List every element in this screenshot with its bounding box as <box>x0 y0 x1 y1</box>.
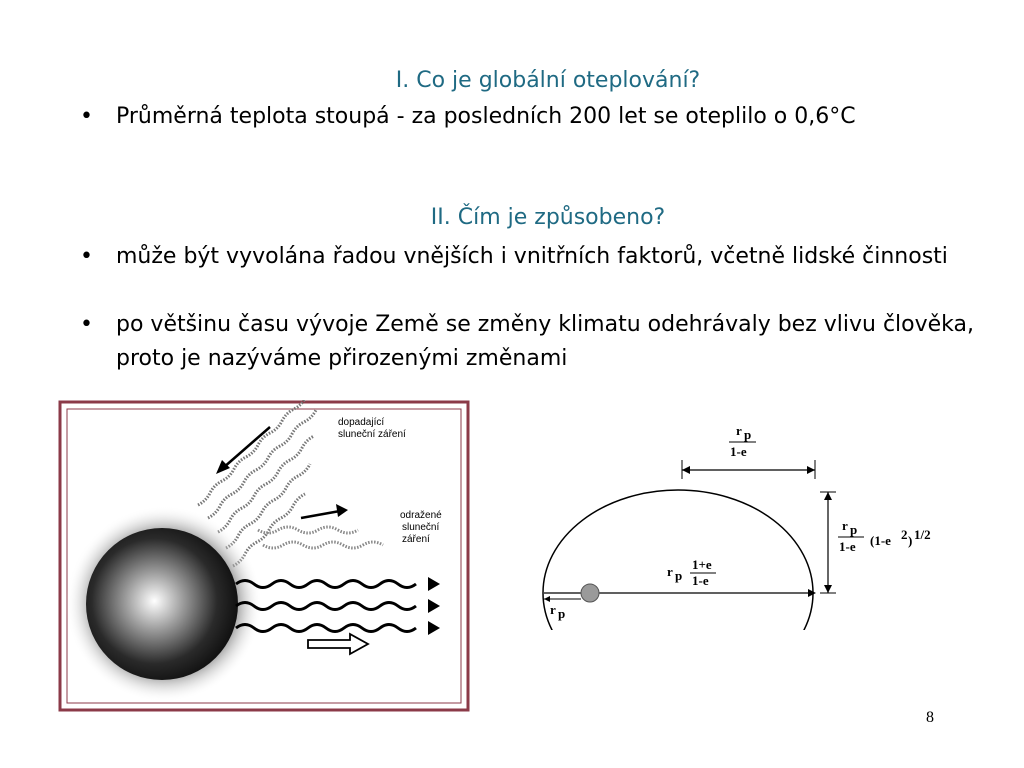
side-rp: r <box>842 518 848 533</box>
orbit-figure <box>530 415 950 630</box>
center-rp: r <box>667 564 673 579</box>
top-dimension-arrow-right <box>807 466 815 474</box>
page-number: 8 <box>926 709 934 726</box>
focus-rp: r <box>550 602 556 617</box>
bullet-symbol: • <box>80 104 93 129</box>
bullet-text: Průměrná teplota stoupá - za posledních 200 let se oteplilo o 0,6°C <box>116 104 856 129</box>
reflected-label-line2: sluneční <box>402 522 440 533</box>
vertical-arrow-top <box>824 492 832 500</box>
center-rp-sub: p <box>675 568 683 583</box>
center-one-plus-e: 1+e <box>692 557 712 572</box>
major-axis-arrowhead <box>808 589 816 597</box>
heading-what-is-global-warming: I. Co je globální oteplování? <box>395 68 701 93</box>
top-one-minus-e: 1-e <box>730 444 747 459</box>
radiation-figure <box>58 400 470 712</box>
side-rp-sub: p <box>850 522 858 537</box>
bullet-text: může být vyvolána řadou vnějších i vnitřních faktorů, včetně lidské činnosti <box>116 244 948 269</box>
reflected-label-line3: záření <box>402 534 430 545</box>
top-rp-sub: p <box>744 427 752 442</box>
top-dimension-arrow-left <box>682 466 690 474</box>
half-exponent: 1/2 <box>914 527 931 542</box>
bullet-symbol: • <box>80 244 93 269</box>
semi-minor-factor: (1-e <box>870 533 891 548</box>
top-rp: r <box>736 423 742 438</box>
sun-focus-icon <box>581 584 599 602</box>
squared-exponent: 2 <box>901 527 908 542</box>
focus-rp-sub: p <box>558 606 566 621</box>
heading-what-causes-it: II. Čím je způsobeno? <box>430 205 666 230</box>
side-one-minus-e: 1-e <box>839 539 856 554</box>
vertical-arrow-bottom <box>824 585 832 593</box>
incoming-label-line1: dopadající <box>338 417 385 428</box>
reflected-label-line1: odražené <box>400 510 442 521</box>
closing-paren: ) <box>908 533 913 548</box>
bullet-symbol: • <box>80 312 93 337</box>
center-one-minus-e: 1-e <box>692 573 709 588</box>
orbit-ellipse <box>543 490 813 630</box>
incoming-label-line2: sluneční záření <box>338 429 406 440</box>
bullet-text: po většinu času vývoje Země se změny klimatu odehrávaly bez vlivu člověka, proto je nazýváme přirozenými změnami <box>116 312 974 371</box>
earth-globe-icon <box>86 528 238 680</box>
